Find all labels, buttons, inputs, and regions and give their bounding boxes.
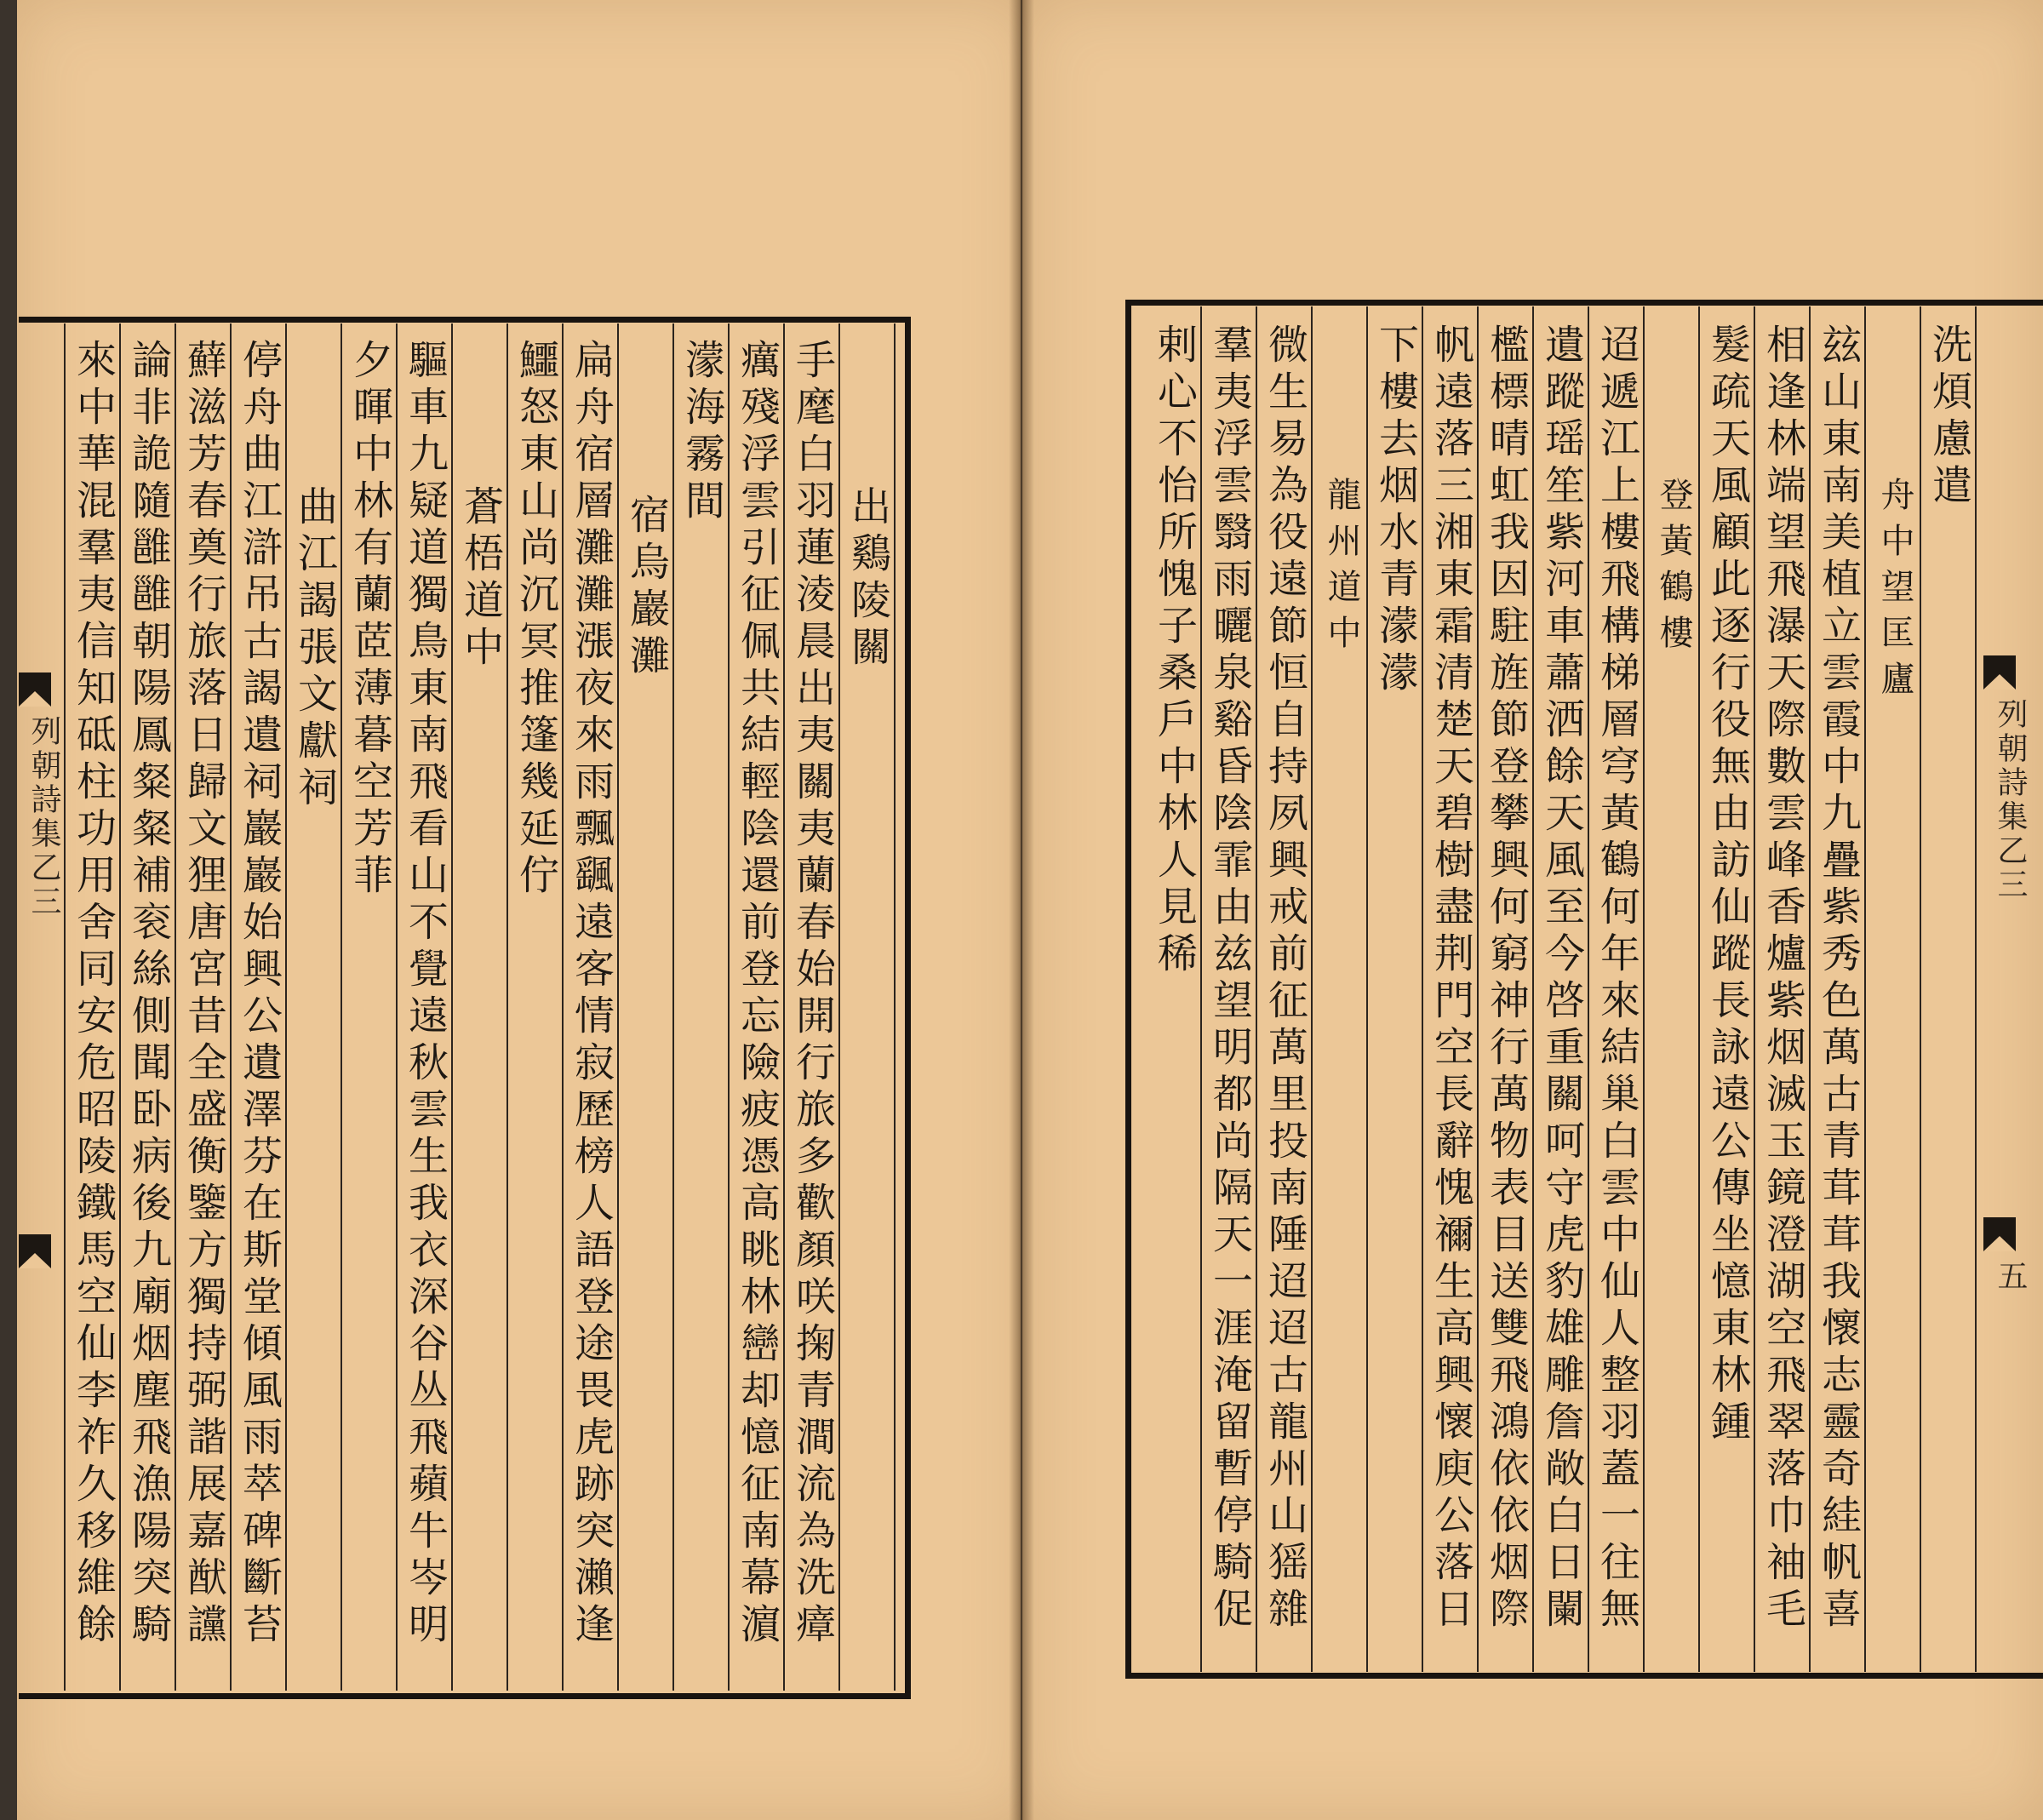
column-rule [617, 323, 619, 1691]
text-column: 登黃鶴樓 [1654, 477, 1693, 661]
text-column: 帆遠落三湘東霜清楚天碧樹盡荆門空長辭愧禰生高興懷庾公落日 [1428, 323, 1474, 1634]
column-rule [783, 323, 785, 1691]
column-rule [230, 323, 232, 1691]
column-rule [285, 323, 287, 1691]
column-rule [1422, 306, 1423, 1672]
text-column: 來中華混羣夷信知砥柱功用舍同安危昭陵鐵馬空仙李祚久移維餘 [70, 339, 117, 1650]
fishtail-marker [1983, 1217, 2016, 1251]
text-column: 濛海霧間 [678, 339, 725, 526]
column-rule [728, 323, 730, 1691]
book-gutter [1009, 0, 1034, 1820]
text-column: 舟中望匡廬 [1875, 477, 1914, 707]
column-rule [838, 323, 840, 1691]
text-column: 驅車九疑道獨鳥東南飛看山不覺遠秋雲生我衣深谷丛飛蘋牛岑明 [402, 339, 449, 1650]
text-column: 停舟曲江滸吊古謁遺祠巖巖始興公遺澤芬在斯堂傾風雨萃碑斷苔 [236, 339, 283, 1650]
column-rule [340, 323, 342, 1691]
text-column: 鱷怒東山尚沉冥推篷幾延佇 [512, 339, 559, 901]
text-column: 龍州道中 [1322, 477, 1361, 661]
column-rule [1754, 306, 1755, 1672]
text-column: 蘚滋芳春奠行旅落日歸文狸唐宮昔全盛衡鑒方獨持弼諧展嘉猷讜 [180, 339, 227, 1650]
column-rule [1311, 306, 1313, 1672]
text-column: 剌心不怡所愧子桑戶中林人見稀 [1151, 323, 1198, 979]
column-rule [1588, 306, 1589, 1672]
page-number: 五 [1993, 1260, 2028, 1294]
fishtail-marker [1983, 655, 2016, 690]
margin-label: 列朝詩集乙三 [1993, 698, 2028, 902]
column-rule [1532, 306, 1534, 1672]
column-rule [894, 323, 896, 1691]
column-rule [506, 323, 508, 1691]
text-column: 迢遞江上樓飛構梯層穹黃鶴何年來結巢白雲中仙人整羽蓋一往無 [1594, 323, 1640, 1634]
column-rule [1920, 306, 1921, 1672]
text-column: 曲江謁張文獻祠 [291, 485, 338, 813]
text-column: 遺蹤瑶笙紫河車蕭洒餘天風至今啓重關呵守虎豹雄雕詹敞白日闌 [1538, 323, 1585, 1634]
left-edge [0, 0, 19, 1820]
text-column: 檻標晴虹我因駐旌節登攀興何窮神行萬物表目送雙飛鴻依依烟際 [1483, 323, 1530, 1634]
column-rule [1698, 306, 1700, 1672]
margin-label: 列朝詩集乙三 [26, 715, 61, 919]
column-rule [64, 323, 66, 1691]
column-rule [1200, 306, 1202, 1672]
text-column: 微生易為役遠節恒自持夙興戒前征萬里投南陲迢迢古龍州山猺雜 [1262, 323, 1308, 1634]
column-rule [1809, 306, 1811, 1672]
text-column: 相逢林端望飛瀑天際數雲峰香爐紫烟滅玉鏡澄湖空飛翠落巾袖毛 [1760, 323, 1806, 1634]
column-rule [562, 323, 564, 1691]
text-column: 出鷄陵關 [844, 485, 891, 672]
column-rule [1256, 306, 1257, 1672]
text-column: 宿烏巖灘 [623, 494, 670, 681]
column-rule [1643, 306, 1645, 1672]
column-rule [1366, 306, 1368, 1672]
text-column: 洗煩慮遣 [1926, 323, 1972, 511]
column-rule [119, 323, 121, 1691]
text-column: 癘殘浮雲引征佩共結輕陰還前登忘險疲憑高眺林巒却憶征南幕濵 [734, 339, 781, 1650]
text-column: 扁舟宿層灘灘漲夜來雨飄颻遠客情寂歷榜人語登途畏虎跡突瀨逢 [568, 339, 615, 1650]
text-column: 羣夷浮雲翳雨曬泉谿昏陰霏由兹望明都尚隔天一涯淹留暫停騎促 [1206, 323, 1253, 1634]
text-column: 玆山東南美植立雲霞中九疊紫秀色萬古青茸茸我懷志靈奇絓帆喜 [1815, 323, 1862, 1634]
text-column: 手麾白羽蓮淩晨出夷關夷蘭春始開行旅多歡顏咲掬青澗流為洗瘴 [789, 339, 836, 1650]
column-rule [1864, 306, 1866, 1672]
text-column: 髮疏天風顧此逐行役無由訪仙蹤長詠遠公傳坐憶東林鍾 [1704, 323, 1751, 1447]
text-column: 下樓去烟水青濛濛 [1372, 323, 1419, 698]
column-rule [451, 323, 453, 1691]
text-column: 夕暉中林有蘭茝薄暮空芳菲 [346, 339, 393, 901]
fishtail-marker [19, 1234, 51, 1268]
text-column: 論非詭隨雝雝朝陽鳳粲粲補衮絲側聞卧病後九廟烟塵飛漁陽突騎 [125, 339, 172, 1650]
column-rule [672, 323, 674, 1691]
column-rule [1975, 306, 1977, 1672]
column-rule [396, 323, 398, 1691]
fishtail-marker [19, 672, 51, 707]
text-column: 蒼梧道中 [457, 485, 504, 672]
column-rule [175, 323, 176, 1691]
column-rule [1477, 306, 1479, 1672]
